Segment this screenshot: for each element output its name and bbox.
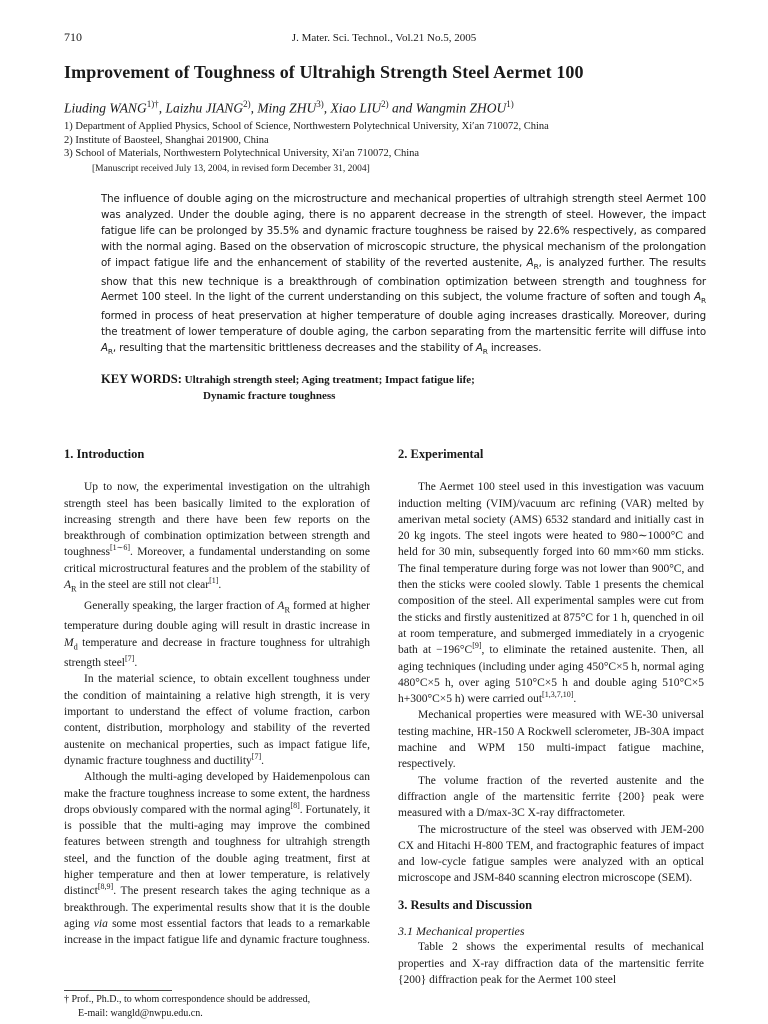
- text-run: Generally speaking, the larger fraction of: [84, 599, 278, 612]
- text-run: .: [573, 693, 577, 706]
- citation: [1,3,7,10]: [542, 690, 574, 700]
- footnote: [64, 993, 310, 1020]
- author-name: Wangmin ZHOU: [415, 100, 507, 116]
- text-run: The volume fraction of the reverted austenite and the diffraction angle of the martensitic ferrite {200} peak were measured with a D/max-3C X-ray diffractometer.: [398, 774, 704, 820]
- text-run: in the steel are still not clear: [76, 579, 210, 592]
- keywords: [101, 372, 475, 404]
- text-run: some most essential factors that leads to a remarkable increase in the impact fatigue life and dynamic fracture toughness.: [64, 917, 370, 947]
- keywords-line-1: Ultrahigh strength steel; Aging treatment; Impact fatigue life;: [184, 374, 475, 386]
- math-subscript: R: [701, 296, 706, 306]
- math-symbol: A: [475, 342, 483, 355]
- text-run: Table 2 shows the experimental results of mechanical properties and X-ray diffraction data of the martensitic ferrite {200} diffraction peak for the Aermet 100 steel: [398, 941, 704, 986]
- text-run: .: [134, 657, 138, 670]
- text-run: The Aermet 100 steel used in this investigation was vacuum induction melting (VIM)/vacuum arc refining (VAR) melted by amerivan metal society (AMS) 6532 standard and initially cast in 20 kg ingots. The steel ingots were heated to 980∼1000°C and held for 30 min, subsequently forged into 60 mm×60 mm sticks. The final temperature during forge was not lower than 900°C, and then the sticks were cooled slowly. Table 1 presents the chemical composition of the steel. All experimental samples were cut from the sticks and firstly austenitized at 875°C for 1 h, quenched in oil at room temperature, and submerged immediately in a cryogenic bath at −196°C: [398, 481, 704, 657]
- text-run: formed at higher temperature during double aging will result in drastic increase in: [64, 599, 370, 633]
- intro-paragraph-1: [64, 479, 370, 597]
- text-run: Mechanical properties were measured with WE-30 universal testing machine, HR-150 A Rockwell sclerometer, JB-30A impact machine and WPM 150 multi-impact fatigue machine, respectively.: [398, 709, 704, 771]
- text-run: . The present research takes the aging technique as a breakthrough. The experimental results show that it is the double aging: [64, 885, 370, 930]
- text-run: temperature and decrease in fracture toughness for ultrahigh strength steel: [64, 636, 370, 670]
- section-heading-results: 3. Results and Discussion: [398, 897, 533, 912]
- text-run: . Fortunately, it is possible that the multi-aging may improve the combined features between strength and toughness for ultrahigh strength steel, and the function of the double aging treatment, first at higher temperature and then at lower temperature, is relatively distinct: [64, 803, 370, 898]
- text-run: , is analyzed further. The results show that this new technique is a breakthrough of combination optimization between strength and toughness for Aermet 100 steel. In the light of the current understanding on this subject, the volume fracture of soften and tough: [101, 256, 706, 304]
- text-run: .: [261, 754, 264, 767]
- author-list: [64, 99, 514, 117]
- author-name: Laizhu JIANG: [165, 100, 244, 116]
- abstract: [101, 192, 706, 360]
- citation: [7]: [125, 654, 135, 664]
- math-symbol: A: [101, 342, 108, 355]
- subsection-heading-mechanical-properties: 3.1 Mechanical properties: [398, 924, 525, 939]
- math-symbol: A: [694, 291, 701, 304]
- math-subscript: R: [107, 347, 113, 357]
- math-symbol: M: [64, 636, 74, 649]
- citation: [9]: [472, 641, 482, 651]
- footnote-email: E-mail: wangld@nwpu.edu.cn.: [78, 1007, 203, 1019]
- experimental-paragraph-3: [398, 773, 704, 822]
- citation: [8,9]: [97, 882, 114, 892]
- text-run: The influence of double aging on the microstructure and mechanical properties of ultrahigh strength steel Aermet 100 was analyzed. Under the double aging, there is no apparent decrease in the strength of steel. However, the impact fatigue life can be prolonged by 35.5% and dynamic fracture toughness be raised by 22.6% respectively, as compared with the normal aging. Based on the observation of microscopic structure, the physical mechanism of the prolongation of impact fatigue life and the enhancement of stability of the reverted austenite,: [101, 193, 706, 269]
- author-separator: ,: [158, 100, 166, 116]
- author-affiliation-marker: 3): [316, 99, 324, 109]
- text-run: , resulting that the martensitic brittleness decreases and the stability of: [112, 342, 476, 355]
- math-subscript: R: [284, 604, 290, 614]
- experimental-paragraph-1: [398, 479, 704, 707]
- math-subscript: R: [71, 584, 77, 594]
- text-run: formed in process of heat preservation at higher temperature of double aging increases drastically. Moreover, during the treatment of lower temperature of double aging, the carbon separating from the martensitic ferrite will diffuse into: [101, 310, 706, 339]
- author-separator: and: [388, 100, 416, 116]
- mechanical-properties-paragraph: [398, 939, 704, 988]
- text-run: Although the multi-aging developed by Haidemenpolous can make the fracture toughness increase to some extent, the hardness drops obviously compared with the normal aging: [64, 771, 370, 816]
- italic-text: via: [93, 917, 108, 930]
- math-symbol: A: [526, 256, 534, 269]
- manuscript-note: [Manuscript received July 13, 2004, in revised form December 31, 2004]: [92, 164, 370, 174]
- math-symbol: A: [277, 599, 285, 612]
- text-run: The microstructure of the steel was observed with JEM-200 CX and Hitachi H-800 TEM, and fractographic features of impact and low-cycle fatigue samples were analyzed with an optical microscope and JSM-840 scanning electron microscope (SEM).: [398, 823, 704, 885]
- author-affiliation-marker: 2): [243, 99, 251, 109]
- math-subscript: R: [533, 261, 539, 271]
- text-run: Up to now, the experimental investigation on the ultrahigh strength steel has been basically limited to the exploration of increasing strength and there have been few reports on the breakthrough of combination optimization between strength and toughness: [64, 481, 370, 559]
- author-name: Ming ZHU: [257, 100, 317, 116]
- page-number: 710: [64, 30, 82, 44]
- text-run: In the material science, to obtain excellent toughness under the condition of maintaining a relative high strength, it is very important to understand the effect of volume fraction, carbon content, distribution, morphology and stability of the reverted austenite on mechanical properties, such as impact fatigue life, dynamic fracture toughness and ductility: [64, 673, 370, 767]
- section-heading-experimental: 2. Experimental: [398, 447, 484, 461]
- paper-title: Improvement of Toughness of Ultrahigh Strength Steel Aermet 100: [64, 62, 584, 82]
- experimental-paragraph-2: [398, 707, 704, 772]
- affiliations: [64, 120, 549, 161]
- affiliation-1: 1) Department of Applied Physics, School of Science, Northwestern Polytechnical University, Xi′an 710072, China: [64, 121, 549, 132]
- citation: [8]: [290, 801, 300, 810]
- math-subscript: d: [73, 641, 78, 651]
- right-column: [398, 446, 704, 988]
- author-affiliation-marker: 1): [506, 99, 514, 109]
- author-name: Xiao LIU: [330, 100, 382, 116]
- keywords-line-2: Dynamic fracture toughness: [203, 389, 336, 402]
- author-name: Liuding WANG: [64, 100, 147, 116]
- section-heading-introduction: 1. Introduction: [64, 447, 145, 461]
- intro-paragraph-2: [64, 598, 370, 672]
- math-subscript: R: [482, 347, 488, 357]
- math-symbol: A: [64, 579, 72, 592]
- footnote-line-1: † Prof., Ph.D., to whom correspondence should be addressed,: [64, 994, 311, 1005]
- citation: [7]: [251, 752, 262, 762]
- text-run: .: [218, 579, 222, 592]
- keywords-label: KEY WORDS:: [101, 372, 182, 386]
- citation: [1]: [209, 576, 219, 586]
- left-column: [64, 446, 370, 949]
- citation: [1∼6]: [110, 543, 131, 553]
- affiliation-3: 3) School of Materials, Northwestern Polytechnical University, Xi′an 710072, China: [64, 148, 420, 159]
- journal-header: J. Mater. Sci. Technol., Vol.21 No.5, 2005: [291, 32, 477, 44]
- experimental-paragraph-4: [398, 822, 704, 887]
- author-separator: ,: [250, 100, 258, 116]
- affiliation-2: 2) Institute of Baosteel, Shanghai 201900, China: [64, 134, 269, 146]
- text-run: . Moreover, a fundamental understanding on some critical microstructural features and the problem of the stability of: [64, 546, 370, 575]
- author-separator: ,: [323, 100, 331, 116]
- author-affiliation-marker: 1)†: [146, 99, 159, 109]
- text-run: increases.: [487, 342, 542, 355]
- footnote-rule: [64, 990, 172, 991]
- intro-paragraph-4: [64, 769, 370, 948]
- intro-paragraph-3: [64, 671, 370, 769]
- author-affiliation-marker: 2): [381, 99, 389, 109]
- text-run: , to eliminate the retained austenite. Then, all aging techniques (including under aging 450°C×5 h, normal aging 480°C×5 h, over aging 510°C×5 h and double aging 510°C×5 h+300°C×5 h) were carried out: [398, 644, 704, 706]
